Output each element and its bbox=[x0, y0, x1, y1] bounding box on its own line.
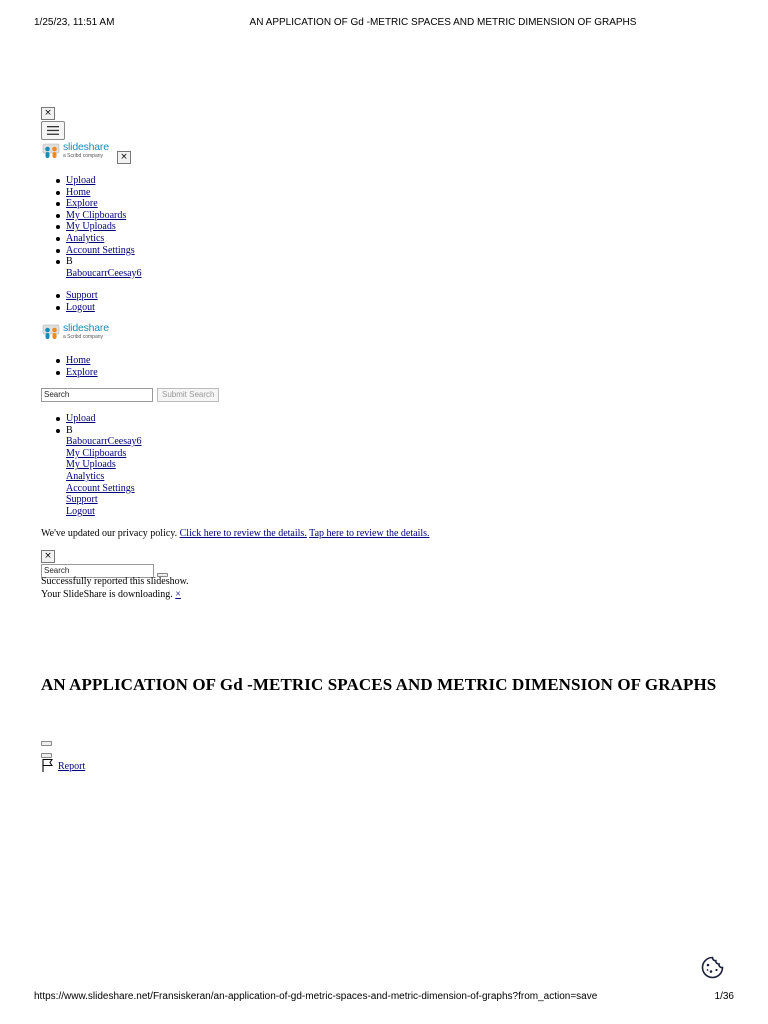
hamburger-icon bbox=[47, 126, 59, 135]
username-link[interactable]: BaboucarrCeesay6 bbox=[66, 267, 142, 279]
report-label[interactable]: Report bbox=[58, 761, 86, 772]
menu-item-clipboards[interactable] bbox=[41, 210, 341, 222]
menu-link[interactable]: Logout bbox=[66, 301, 95, 313]
user-initial: B bbox=[66, 424, 73, 436]
privacy-tap-link[interactable]: Tap here to review the details. bbox=[309, 528, 430, 539]
username-link[interactable]: BaboucarrCeesay6 bbox=[66, 436, 142, 448]
menu-item-analytics[interactable] bbox=[41, 471, 341, 483]
close-nav-button[interactable]: × bbox=[41, 107, 55, 120]
flag-icon bbox=[41, 758, 55, 773]
menu-item-user bbox=[41, 425, 341, 437]
print-header bbox=[0, 17, 768, 31]
menu-link[interactable]: Logout bbox=[66, 505, 95, 517]
close-logo-button[interactable]: × bbox=[117, 151, 131, 164]
logo-brand-text: slideshare bbox=[63, 322, 109, 334]
logo-sub-text: a Scribd company bbox=[63, 153, 104, 159]
logo-sub-text: a Scribd company bbox=[63, 334, 104, 340]
close-dialog-button[interactable]: × bbox=[41, 550, 55, 563]
menu-item-logout[interactable] bbox=[41, 302, 341, 314]
submit-search-button[interactable]: Submit Search bbox=[157, 388, 219, 402]
privacy-notice bbox=[41, 528, 430, 540]
primary-menu bbox=[41, 175, 341, 279]
slideshare-logo-icon bbox=[42, 323, 60, 341]
secondary-menu bbox=[41, 355, 341, 378]
menu-item-account-settings[interactable] bbox=[41, 483, 341, 495]
menu-item-account-settings[interactable] bbox=[41, 245, 341, 257]
menu-link[interactable]: Account Settings bbox=[66, 482, 135, 494]
download-status bbox=[41, 589, 181, 601]
menu-link[interactable]: Home bbox=[66, 355, 91, 366]
download-status-text: Your SlideShare is downloading. bbox=[41, 589, 173, 600]
slideshare-logo-icon bbox=[42, 142, 60, 160]
menu-link[interactable]: Analytics bbox=[66, 232, 105, 244]
logo-brand-text: slideshare bbox=[63, 141, 109, 153]
menu-item-uploads[interactable] bbox=[41, 459, 341, 471]
support-menu bbox=[41, 290, 341, 313]
menu-item-username[interactable] bbox=[41, 436, 341, 448]
menu-link[interactable]: Support bbox=[66, 290, 98, 301]
menu-item-explore[interactable] bbox=[41, 367, 341, 379]
document-title: AN APPLICATION OF Gd -METRIC SPACES AND METRIC DIMENSION OF GRAPHS bbox=[41, 675, 717, 694]
user-initial: B bbox=[66, 256, 73, 268]
menu-link[interactable]: Support bbox=[66, 494, 98, 506]
menu-item-uploads[interactable] bbox=[41, 221, 341, 233]
menu-item-home[interactable] bbox=[41, 355, 341, 367]
print-url: https://www.slideshare.net/Fransiskeran/an-application-of-gd-metric-spaces-and-metric-dimension-of-graphs?from_action=save bbox=[34, 991, 598, 1002]
menu-link[interactable]: Explore bbox=[66, 198, 98, 210]
privacy-click-link[interactable]: Click here to review the details. bbox=[179, 528, 307, 539]
cookie-icon[interactable] bbox=[700, 955, 725, 980]
search-input-2[interactable]: Search bbox=[41, 564, 154, 578]
print-timestamp: 1/25/23, 11:51 AM bbox=[34, 17, 115, 28]
print-page-number: 1/36 bbox=[714, 991, 734, 1002]
menu-item-clipboards[interactable] bbox=[41, 448, 341, 460]
menu-item-username[interactable] bbox=[41, 268, 341, 280]
dismiss-download-link[interactable]: × bbox=[175, 589, 181, 600]
search-form bbox=[41, 388, 219, 402]
menu-item-analytics[interactable] bbox=[41, 233, 341, 245]
print-footer bbox=[0, 991, 768, 1005]
menu-link[interactable]: Upload bbox=[66, 413, 96, 424]
menu-link[interactable]: My Uploads bbox=[66, 221, 116, 233]
menu-link[interactable]: My Uploads bbox=[66, 459, 116, 471]
search-input[interactable]: Search bbox=[41, 388, 153, 402]
report-link[interactable] bbox=[41, 758, 85, 773]
print-title: AN APPLICATION OF Gd -METRIC SPACES AND METRIC DIMENSION OF GRAPHS bbox=[249, 17, 637, 28]
menu-item-upload[interactable] bbox=[41, 175, 341, 187]
menu-item-home[interactable] bbox=[41, 187, 341, 199]
menu-button[interactable] bbox=[41, 121, 65, 140]
small-action-button[interactable] bbox=[41, 741, 52, 746]
menu-link[interactable]: My Clipboards bbox=[66, 447, 127, 459]
slideshare-logo[interactable] bbox=[42, 142, 109, 160]
menu-item-explore[interactable] bbox=[41, 198, 341, 210]
report-status: Successfully reported this slideshow. bbox=[41, 576, 189, 587]
user-menu bbox=[41, 413, 341, 517]
menu-item-support[interactable] bbox=[41, 290, 341, 302]
menu-link[interactable]: Home bbox=[66, 186, 91, 198]
menu-link[interactable]: Analytics bbox=[66, 470, 105, 482]
menu-item-logout[interactable] bbox=[41, 506, 341, 518]
menu-link[interactable]: Explore bbox=[66, 366, 98, 378]
privacy-text: We've updated our privacy policy. bbox=[41, 528, 178, 539]
menu-link[interactable]: My Clipboards bbox=[66, 209, 127, 221]
menu-link[interactable]: Upload bbox=[66, 175, 96, 186]
menu-item-upload[interactable] bbox=[41, 413, 341, 425]
menu-link[interactable]: Account Settings bbox=[66, 244, 135, 256]
slideshare-logo[interactable] bbox=[42, 323, 109, 341]
menu-item-user[interactable] bbox=[41, 256, 341, 268]
menu-item-support[interactable] bbox=[41, 494, 341, 506]
